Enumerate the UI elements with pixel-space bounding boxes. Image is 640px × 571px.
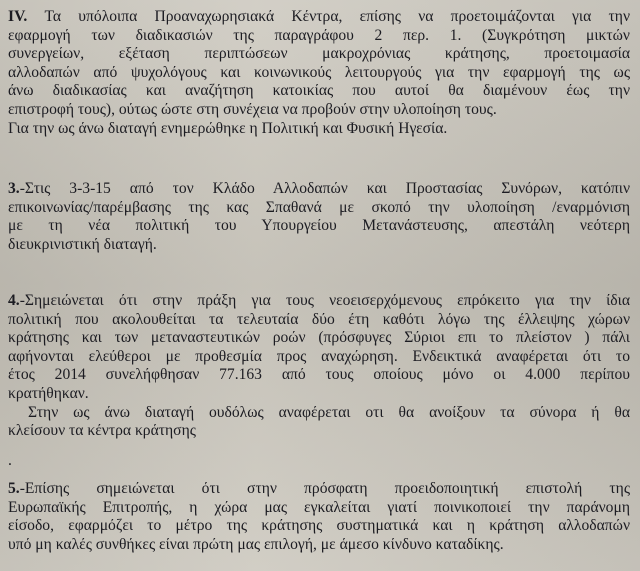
text-line: διευκρινιστική διαταγή.	[8, 235, 157, 253]
text-line: υπό μη καλές συνθήκες είναι πρώτη μας επιλογή, με άμεσο κίνδυνο καταδίκης.	[8, 535, 504, 553]
text-line: κρατήθηκαν.	[8, 384, 89, 402]
section-iv-paragraph	[8, 8, 630, 138]
line-text: -Σημειώνεται ότι στην πράξη για τους νεοεισερχόμενους επρόκειτο για την ίδια	[19, 292, 630, 309]
line-text: -Επίσης σημειώνεται ότι στην πρόσφατη προειδοποιητική επιστολή της	[19, 480, 630, 497]
text-line: πολιτική που ακολουθείται τα τελευταία δύο έτη καθότι λόγω της έλλειψης χώρων	[8, 310, 630, 328]
text-line: κράτησης και των μεταναστευτικών ροών (πρόσφυγες Σύριοι επι το πλείστον ) πάλι	[8, 329, 630, 347]
line-text: Τα υπόλοιπα Προαναχωρησιακά Κέντρα, επίσης να προετοιμάζονται για την	[27, 8, 630, 25]
text-line: Για την ως άνω διαταγή ενημερώθηκε η Πολιτική και Φυσική Ηγεσία.	[8, 119, 448, 137]
text-line: αφήνονται ελεύθεροι με προθεσμία προς αναχώρηση. Ενδεικτικά αναφέρεται ότι το	[8, 347, 630, 365]
text-line: με τη νέα πολιτική του Υπουργείου Μετανάστευσης, απεστάλη νεότερη	[8, 217, 630, 235]
stray-dot: .	[8, 452, 12, 469]
section-number: 5.	[8, 480, 20, 497]
section-3-paragraph	[8, 180, 630, 254]
text-line: Στην ως άνω διαταγή ουδόλως αναφέρεται οτι θα ανοίξουν τα σύνορα ή θα	[28, 403, 630, 421]
section-number: IV.	[8, 8, 28, 25]
text-line: άνω διαδικασίας και αναζήτηση κατοικίας που αυτοί θα διαμένουν έως την	[8, 82, 630, 100]
text-line: εφαρμογή των διαδικασιών της παραγράφου 2 περ. 1. (Συγκρότηση μικτών	[8, 26, 630, 44]
section-4-paragraph	[8, 292, 630, 441]
text-line: επιστροφή τους), ούτως ώστε στη συνέχεια να προβούν στην υλοποίηση τους.	[8, 100, 497, 118]
text-line: συνεργείων, εξέταση περιπτώσεων μακροχρόνιας κράτησης, προετοιμασία	[8, 45, 630, 63]
text-line	[8, 8, 630, 27]
line-text: -Στις 3-3-15 από τον Κλάδο Αλλοδαπών και Προστασίας Συνόρων, κατόπιν	[19, 180, 630, 197]
text-line	[8, 292, 630, 311]
text-line: επικοινωνίας/παρέμβασης της κας Σπαθανά με σκοπό την υλοποίηση /εναρμόνιση	[8, 198, 630, 216]
section-number: 3.	[8, 180, 20, 197]
section-5-paragraph	[8, 480, 630, 554]
section-number: 4.	[8, 292, 20, 309]
text-line: κλείσουν τα κέντρα κράτησης	[8, 422, 196, 440]
text-line: Ευρωπαϊκής Επιτροπής, η χώρα μας εγκαλείται γιατί ποινικοποιεί την παράνομη	[8, 498, 630, 516]
text-line: είσοδο, εφαρμόζει το μέτρο της κράτησης συστηματικά και η κράτηση αλλοδαπών	[8, 517, 630, 535]
text-line	[8, 480, 630, 499]
text-line: έτος 2014 συνελήφθησαν 77.163 από τους οποίους μόνο οι 4.000 περίπου	[8, 366, 630, 384]
text-line: αλλοδαπών από ψυχολόγους και κοινωνικούς λειτουργούς για την εφαρμογή της ως	[8, 63, 630, 81]
text-line	[8, 180, 630, 199]
